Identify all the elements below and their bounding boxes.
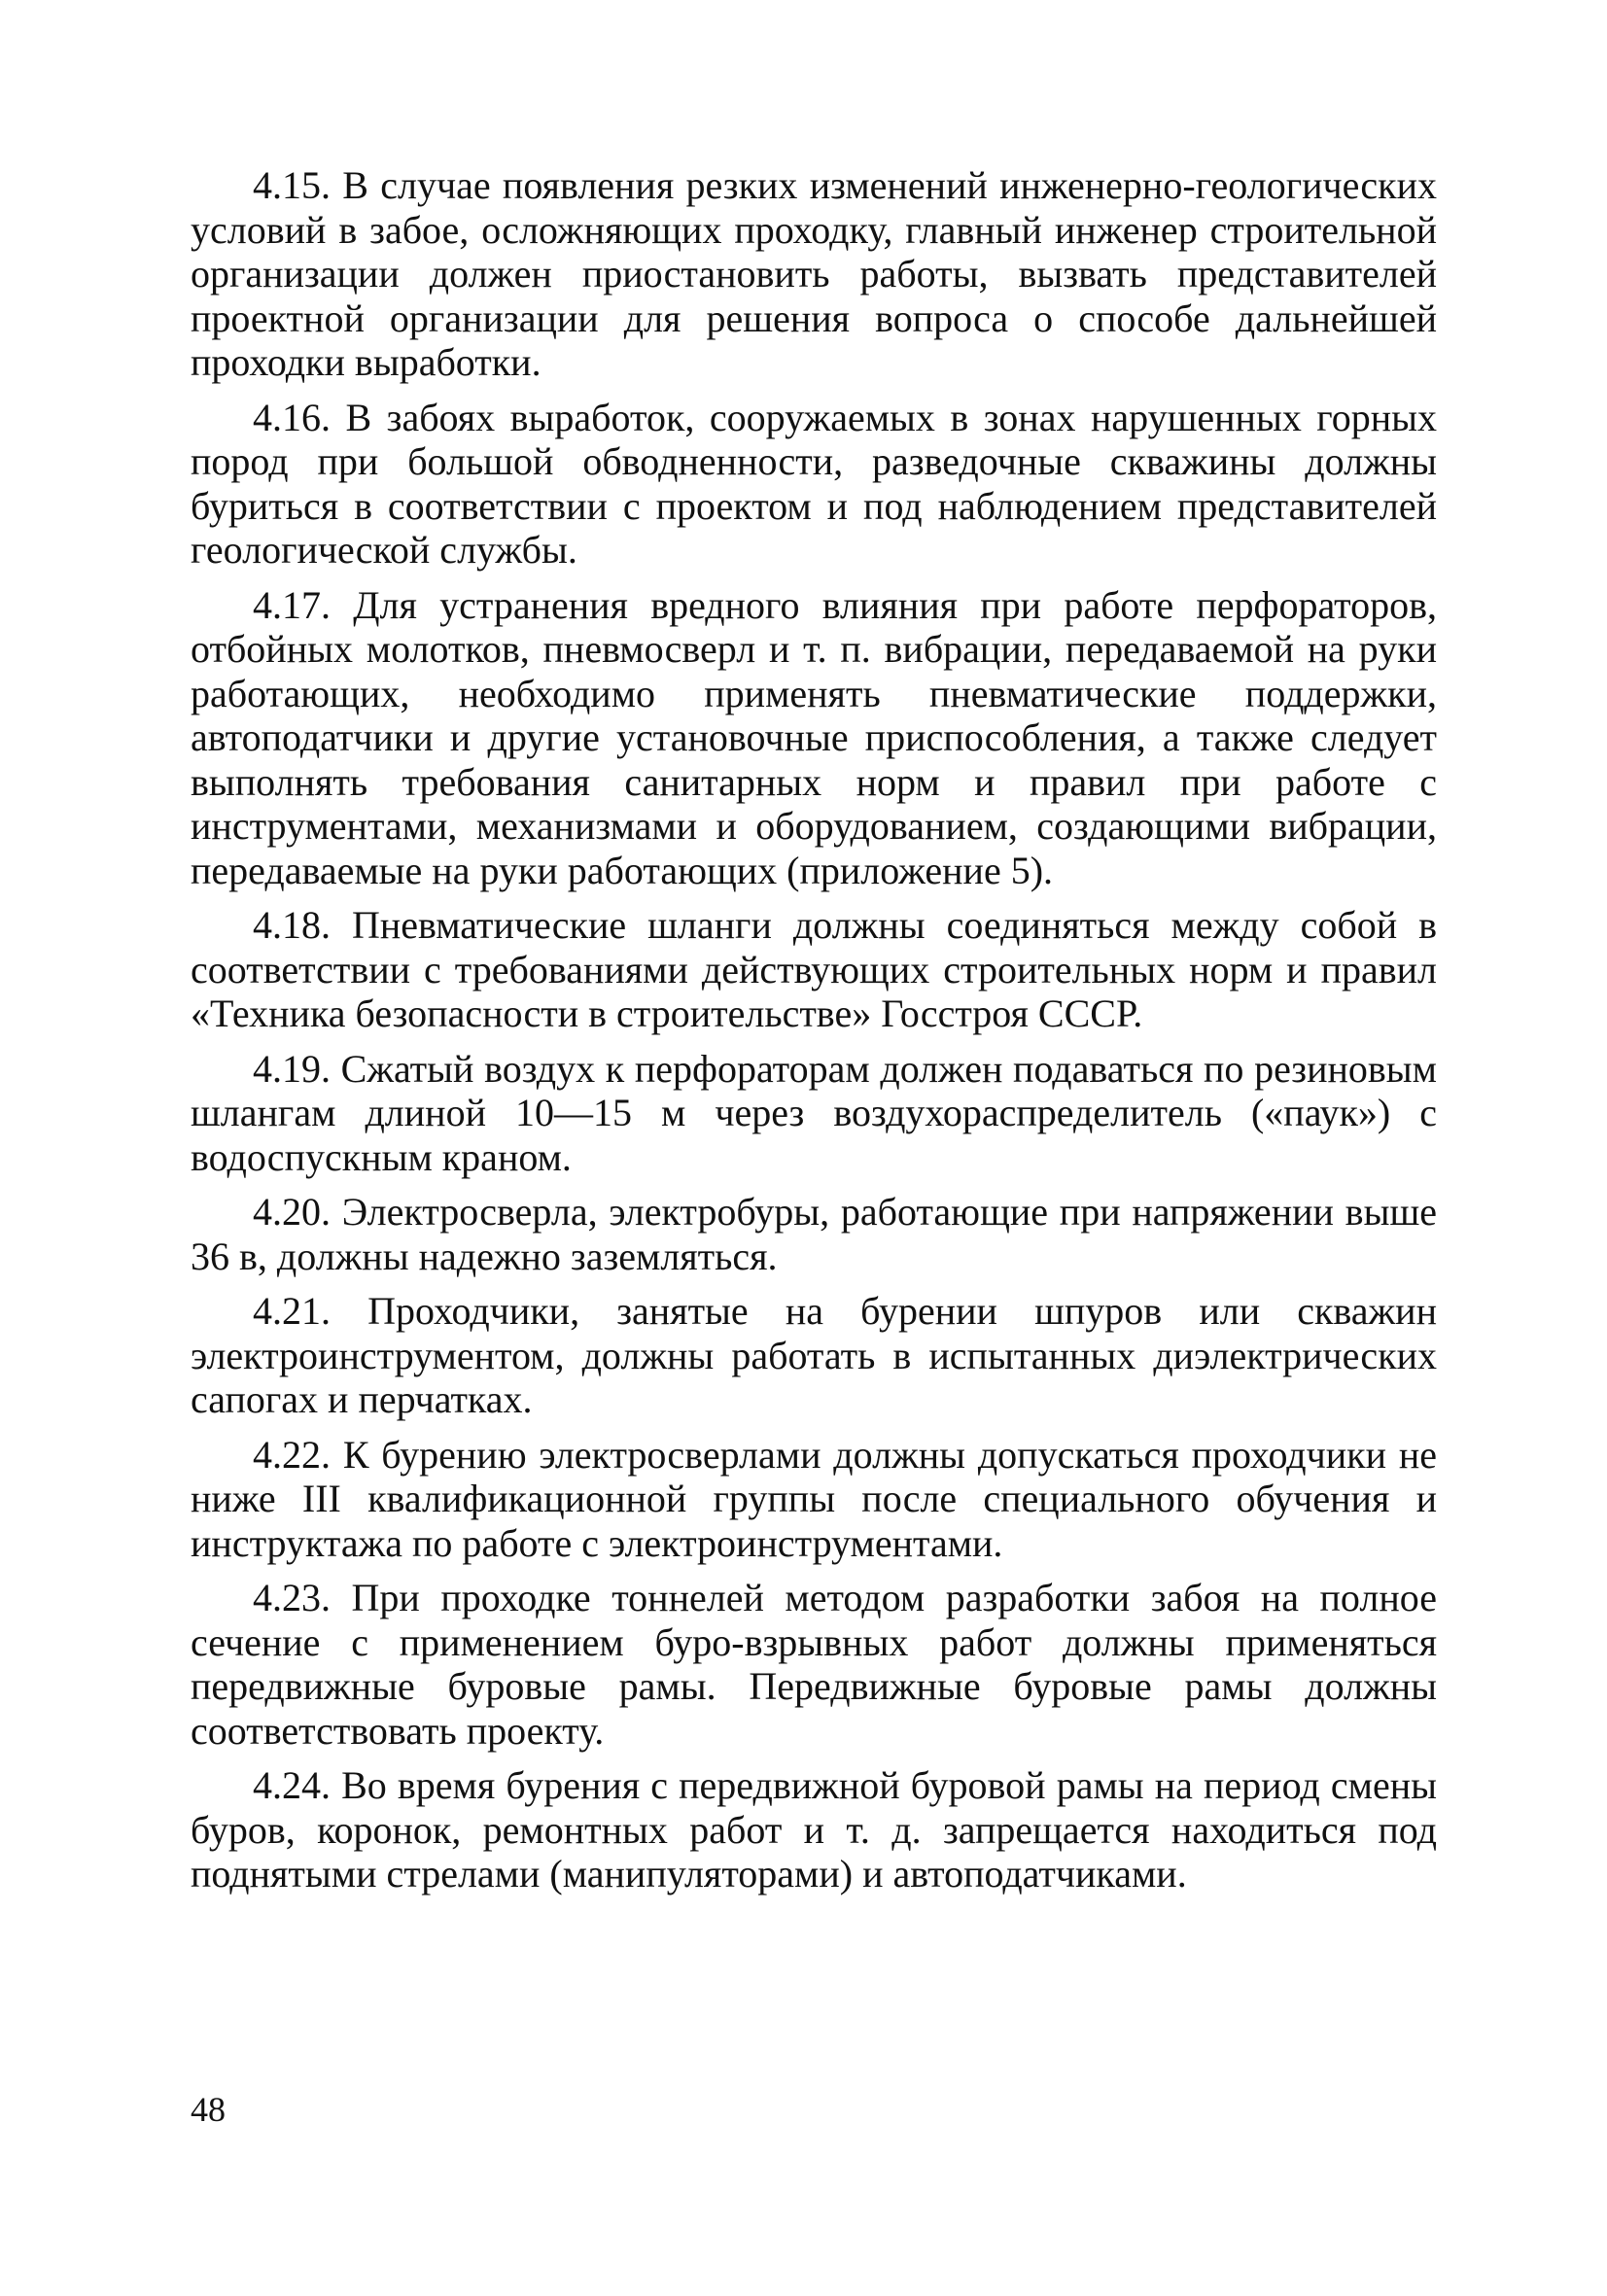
paragraph-4-15: 4.15. В случае появления резких изменений инженерно-геологических условий в забое, осложняющих проходку, главный инженер строительной организации должен приостановить работы, вызвать представителей проектной организации для решения вопроса о способе дальнейшей проходки выработки. bbox=[191, 163, 1437, 384]
paragraph-4-16: 4.16. В забоях выработок, сооружаемых в зонах нарушенных горных пород при большой обводненности, разведочные скважины должны буриться в соответствии с проектом и под наблюдением представителей геологической службы. bbox=[191, 395, 1437, 572]
paragraph-4-23: 4.23. При проходке тоннелей методом разработки забоя на полное сечение с применением буро-взрывных работ должны применяться передвижные буровые рамы. Передвижные буровые рамы должны соответствовать проекту. bbox=[191, 1576, 1437, 1753]
paragraph-4-18: 4.18. Пневматические шланги должны соединяться между собой в соответствии с требованиями действующих строительных норм и правил «Техника безопасности в строительстве» Госстроя СССР. bbox=[191, 903, 1437, 1035]
paragraph-4-24: 4.24. Во время бурения с передвижной буровой рамы на период смены буров, коронок, ремонтных работ и т. д. запрещается находиться под поднятыми стрелами (манипуляторами) и автоподатчиками. bbox=[191, 1763, 1437, 1896]
paragraph-4-20: 4.20. Электросверла, электробуры, работающие при напряжении выше 36 в, должны надежно заземляться. bbox=[191, 1190, 1437, 1278]
paragraph-4-17: 4.17. Для устранения вредного влияния при работе перфораторов, отбойных молотков, пневмосверл и т. п. вибрации, передаваемой на руки работающих, необходимо применять пневматические поддержки, автоподатчики и другие установочные приспособления, а также следует выполнять требования санитарных норм и правил при работе с инструментами, механизмами и оборудованием, создающими вибрации, передаваемые на руки работающих (приложение 5). bbox=[191, 582, 1437, 892]
paragraph-4-21: 4.21. Проходчики, занятые на бурении шпуров или скважин электроинструментом, должны работать в испытанных диэлектрических сапогах и перчатках. bbox=[191, 1289, 1437, 1421]
paragraph-4-22: 4.22. К бурению электросверлами должны допускаться проходчики не ниже III квалификационной группы после специального обучения и инструктажа по работе с электроинструментами. bbox=[191, 1432, 1437, 1565]
page-number: 48 bbox=[191, 2090, 226, 2129]
paragraph-4-19: 4.19. Сжатый воздух к перфораторам должен подаваться по резиновым шлангам длиной 10—15 м через воздухораспределитель («паук») с водоспускным краном. bbox=[191, 1046, 1437, 1179]
body-text bbox=[191, 163, 1437, 1907]
